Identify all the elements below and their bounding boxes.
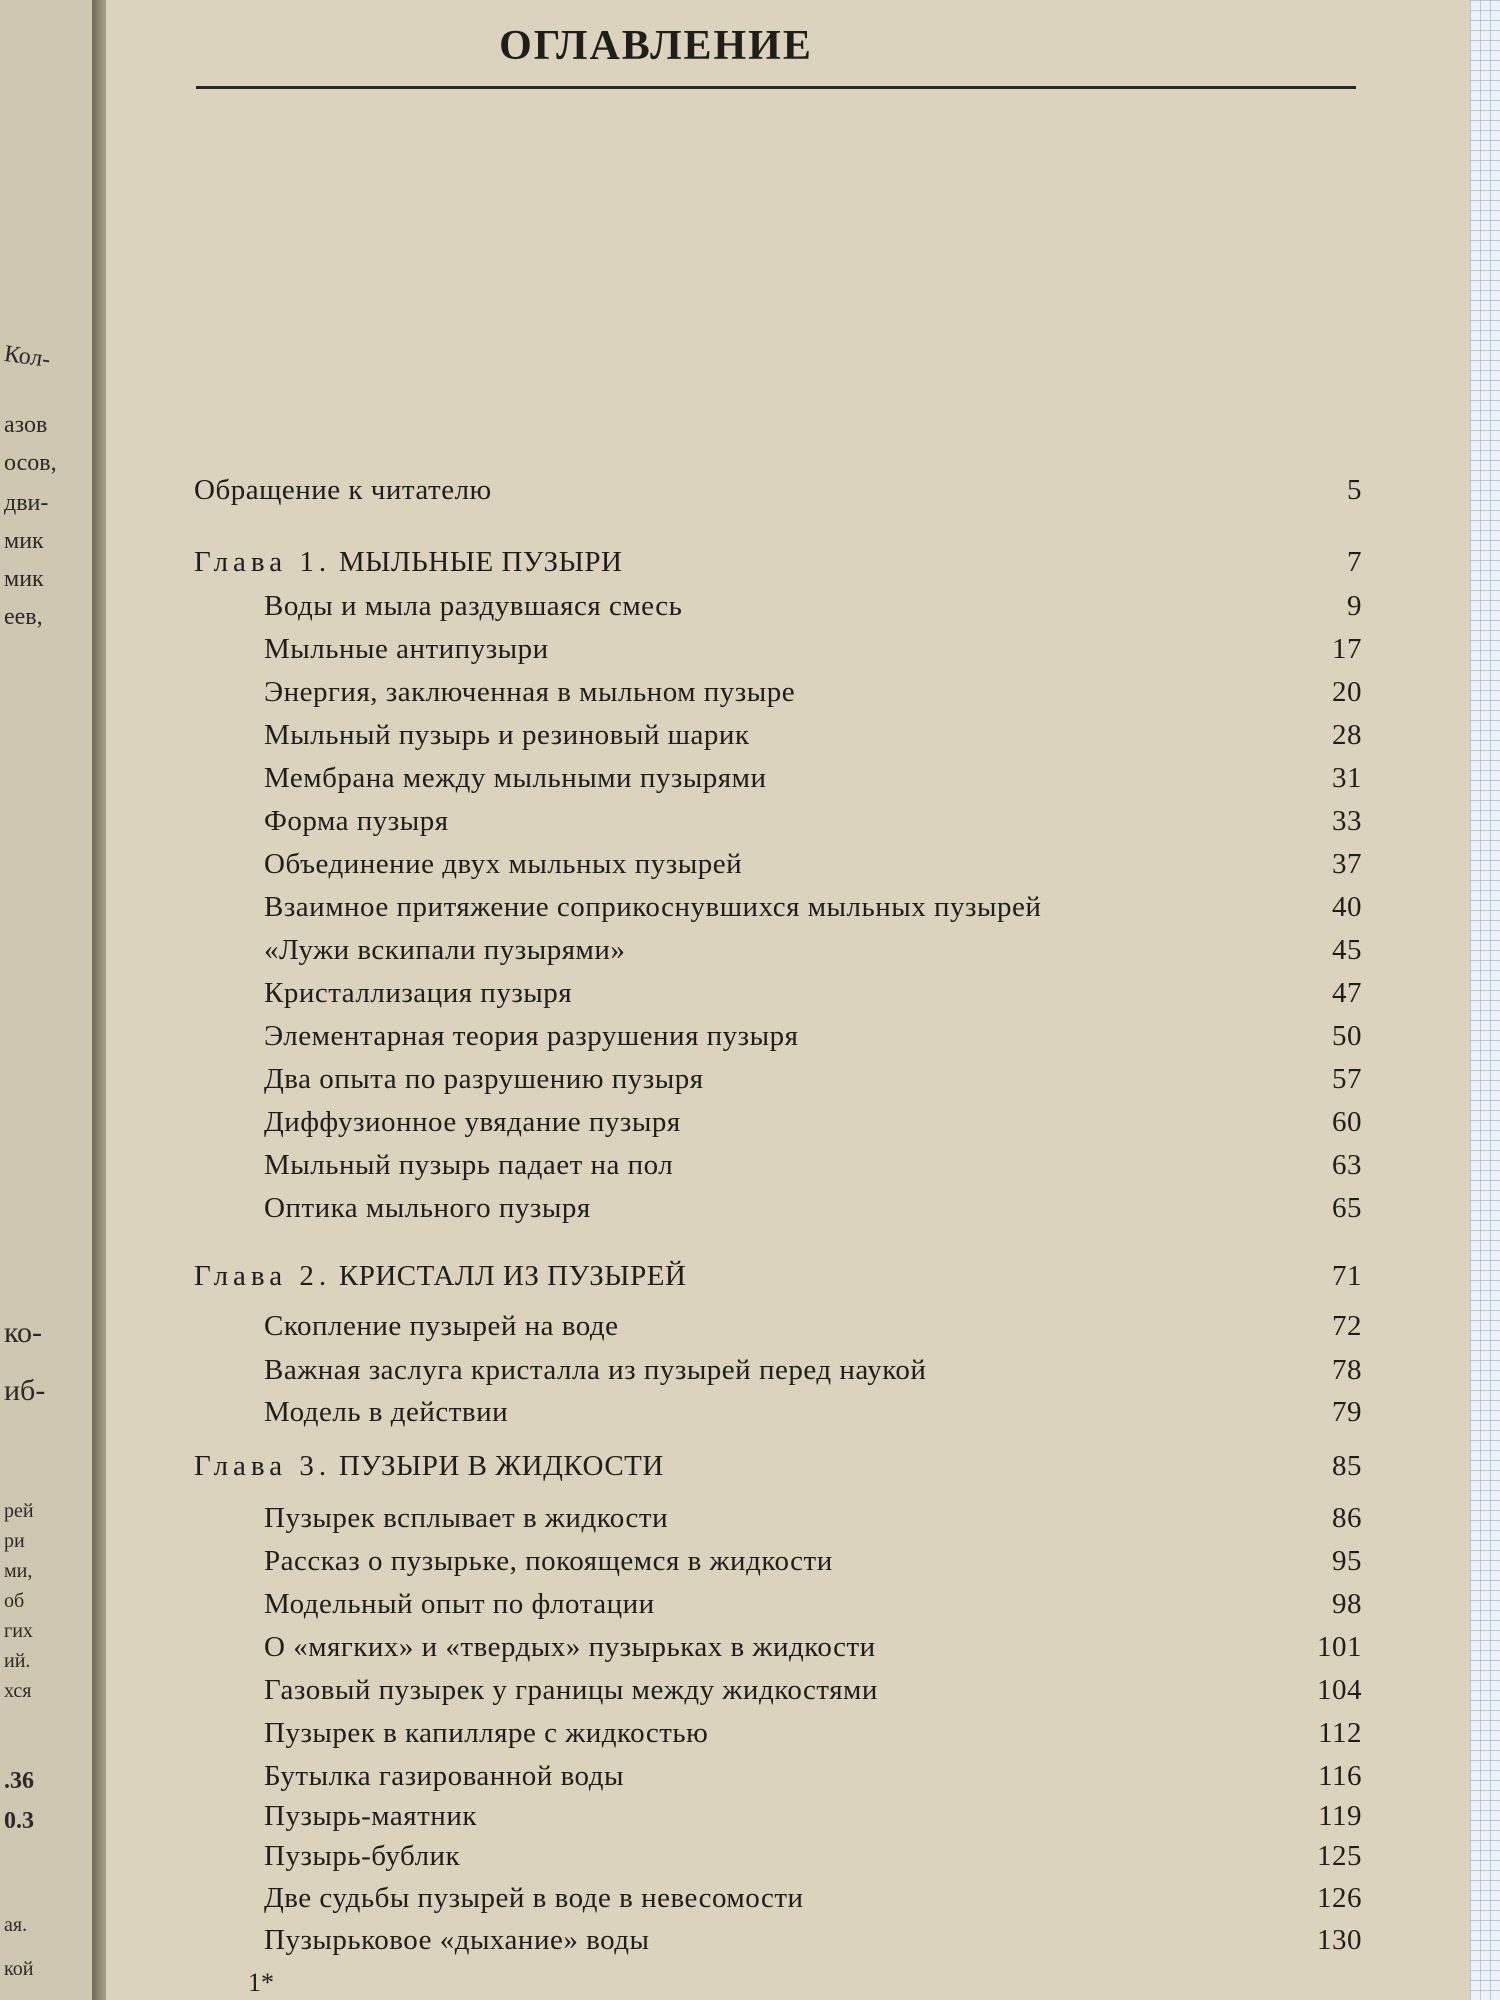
chapter-label: Глава 2. xyxy=(194,1260,332,1292)
toc-entry-page: 101 xyxy=(1317,1631,1362,1663)
toc-entry-page: 5 xyxy=(1347,474,1362,506)
toc-entry-page: 57 xyxy=(1332,1063,1362,1095)
left-page-text: ая. xyxy=(4,1914,28,1936)
toc-section xyxy=(106,934,1470,974)
toc-entry-page: 116 xyxy=(1318,1760,1362,1792)
toc-entry-title: Мембрана между мыльными пузырями xyxy=(264,762,767,794)
toc-chapter-2 xyxy=(106,1260,1470,1300)
toc-chapter-3 xyxy=(106,1450,1470,1490)
toc-section xyxy=(106,590,1470,630)
toc-entry-title: Важная заслуга кристалла из пузырей перед наукой xyxy=(264,1354,927,1386)
left-page-text: мик xyxy=(4,566,44,592)
chapter-title: МЫЛЬНЫЕ ПУЗЫРИ xyxy=(338,546,623,578)
toc-entry-page: 63 xyxy=(1332,1149,1362,1181)
toc-entry-title: Два опыта по разрушению пузыря xyxy=(264,1063,704,1095)
chapter-heading xyxy=(194,546,622,579)
left-page-text: еев, xyxy=(4,604,43,630)
toc-entry-title: Взаимное притяжение соприкоснувшихся мыльных пузырей xyxy=(264,891,1042,923)
toc-section xyxy=(106,1396,1470,1436)
left-page-text: азов xyxy=(4,412,48,438)
toc-section xyxy=(106,1631,1470,1671)
graph-paper-edge xyxy=(1470,0,1500,2000)
chapter-label: Глава 3. xyxy=(194,1450,332,1482)
toc-entry-title: Диффузионное увядание пузыря xyxy=(264,1106,681,1138)
toc-entry-page: 79 xyxy=(1332,1396,1362,1428)
toc-section xyxy=(106,719,1470,759)
left-page-text: хся xyxy=(4,1680,32,1702)
signature-mark: 1* xyxy=(248,1968,274,1997)
left-page-text: кой xyxy=(4,1958,34,1980)
toc-entry-title: Пузырь-маятник xyxy=(264,1800,477,1832)
toc-entry-page: 45 xyxy=(1332,934,1362,966)
toc-entry-page: 119 xyxy=(1318,1800,1362,1832)
left-page-text: Кол- xyxy=(2,340,53,374)
toc-entry-page: 71 xyxy=(1332,1260,1362,1292)
toc-entry-page: 50 xyxy=(1332,1020,1362,1052)
toc-entry-title: Объединение двух мыльных пузырей xyxy=(264,848,743,880)
left-page-fragment xyxy=(0,0,92,2000)
left-page-text: 0.3 xyxy=(4,1808,34,1834)
toc-section xyxy=(106,977,1470,1017)
chapter-title: ПУЗЫРИ В ЖИДКОСТИ xyxy=(338,1450,664,1482)
toc-section xyxy=(106,1310,1470,1350)
toc-entry-page: 65 xyxy=(1332,1192,1362,1224)
toc-entry-title: «Лужи вскипали пузырями» xyxy=(264,934,626,966)
toc-section xyxy=(106,805,1470,845)
toc-entry-page: 98 xyxy=(1332,1588,1362,1620)
toc-entry-title: О «мягких» и «твердых» пузырьках в жидкости xyxy=(264,1631,876,1663)
left-page-text: осов, xyxy=(4,450,57,476)
page-title: ОГЛАВЛЕНИЕ xyxy=(499,23,813,69)
left-page-text: об xyxy=(4,1590,25,1612)
toc-section xyxy=(106,1354,1470,1394)
toc-entry-page: 86 xyxy=(1332,1502,1362,1534)
toc-entry-page: 40 xyxy=(1332,891,1362,923)
toc-section xyxy=(106,1545,1470,1585)
toc-entry-page: 112 xyxy=(1318,1717,1362,1749)
toc-entry-title: Бутылка газированной воды xyxy=(264,1760,624,1792)
book-gutter xyxy=(92,0,106,2000)
toc-entry-title: Пузырь-бублик xyxy=(264,1840,461,1872)
toc-entry-title: Обращение к читателю xyxy=(194,474,492,506)
toc-section xyxy=(106,1502,1470,1542)
toc-section xyxy=(106,1106,1470,1146)
toc-entry-title: Мыльный пузырь и резиновый шарик xyxy=(264,719,750,751)
toc-entry-title: Модель в действии xyxy=(264,1396,509,1428)
toc-entry-page: 72 xyxy=(1332,1310,1362,1342)
toc-section xyxy=(106,848,1470,888)
toc-section xyxy=(106,1760,1470,1800)
toc-section xyxy=(106,1674,1470,1714)
toc-entry-page: 37 xyxy=(1332,848,1362,880)
toc-entry-title: Скопление пузырей на воде xyxy=(264,1310,619,1342)
toc-entry-page: 17 xyxy=(1332,633,1362,665)
toc-section xyxy=(106,1020,1470,1060)
toc-section xyxy=(106,1924,1470,1964)
toc-entry-title: Рассказ о пузырьке, покоящемся в жидкости xyxy=(264,1545,833,1577)
toc-entry-title: Воды и мыла раздувшаяся смесь xyxy=(264,590,683,622)
toc-entry-page: 125 xyxy=(1317,1840,1362,1872)
toc-entry-page: 47 xyxy=(1332,977,1362,1009)
left-page-text: .36 xyxy=(4,1768,34,1794)
left-page-text: дви- xyxy=(4,490,49,516)
toc-entry-title: Оптика мыльного пузыря xyxy=(264,1192,591,1224)
toc-section xyxy=(106,1149,1470,1189)
table-of-contents xyxy=(106,0,1470,2000)
toc-entry-title: Пузырьковое «дыхание» воды xyxy=(264,1924,650,1956)
left-page-text: рей xyxy=(4,1500,34,1522)
left-page-text: мик xyxy=(4,528,44,554)
book-page xyxy=(106,0,1470,2000)
toc-entry-title: Кристаллизация пузыря xyxy=(264,977,573,1009)
toc-section xyxy=(106,633,1470,673)
toc-section xyxy=(106,1800,1470,1840)
toc-entry-title: Пузырек в капилляре с жидкостью xyxy=(264,1717,709,1749)
toc-entry-title: Модельный опыт по флотации xyxy=(264,1588,655,1620)
left-page-text: ко- xyxy=(4,1316,43,1349)
toc-entry-title: Форма пузыря xyxy=(264,805,449,837)
toc-section xyxy=(106,1588,1470,1628)
chapter-heading xyxy=(194,1450,664,1483)
toc-section xyxy=(106,1063,1470,1103)
toc-entry-page: 31 xyxy=(1332,762,1362,794)
toc-section xyxy=(106,762,1470,802)
toc-section xyxy=(106,1192,1470,1232)
toc-section xyxy=(106,1882,1470,1922)
left-page-text: ий. xyxy=(4,1650,31,1672)
toc-entry-page: 78 xyxy=(1332,1354,1362,1386)
toc-section xyxy=(106,1840,1470,1880)
toc-intro xyxy=(106,474,1470,514)
toc-entry-page: 104 xyxy=(1317,1674,1362,1706)
toc-entry-page: 9 xyxy=(1347,590,1362,622)
toc-entry-page: 20 xyxy=(1332,676,1362,708)
toc-chapter-1 xyxy=(106,546,1470,586)
chapter-heading xyxy=(194,1260,686,1293)
toc-entry-title: Мыльные антипузыри xyxy=(264,633,549,665)
chapter-label: Глава 1. xyxy=(194,546,332,578)
left-page-text: ри xyxy=(4,1530,25,1552)
toc-entry-title: Элементарная теория разрушения пузыря xyxy=(264,1020,799,1052)
toc-entry-title: Две судьбы пузырей в воде в невесомости xyxy=(264,1882,804,1914)
toc-entry-title: Энергия, заключенная в мыльном пузыре xyxy=(264,676,796,708)
toc-entry-page: 130 xyxy=(1317,1924,1362,1956)
left-page-text: иб- xyxy=(4,1374,46,1407)
toc-section xyxy=(106,676,1470,716)
toc-entry-title: Мыльный пузырь падает на пол xyxy=(264,1149,674,1181)
toc-entry-title: Пузырек всплывает в жидкости xyxy=(264,1502,669,1534)
toc-entry-page: 60 xyxy=(1332,1106,1362,1138)
toc-entry-page: 7 xyxy=(1347,546,1362,578)
toc-entry-page: 28 xyxy=(1332,719,1362,751)
toc-entry-page: 95 xyxy=(1332,1545,1362,1577)
toc-entry-title: Газовый пузырек у границы между жидкостями xyxy=(264,1674,878,1706)
toc-section xyxy=(106,891,1470,931)
toc-entry-page: 33 xyxy=(1332,805,1362,837)
toc-entry-page: 85 xyxy=(1332,1450,1362,1482)
toc-section xyxy=(106,1717,1470,1757)
left-page-text: ми, xyxy=(4,1560,33,1582)
left-page-text: гих xyxy=(4,1620,33,1642)
chapter-title: КРИСТАЛЛ ИЗ ПУЗЫРЕЙ xyxy=(338,1260,687,1292)
toc-entry-page: 126 xyxy=(1317,1882,1362,1914)
